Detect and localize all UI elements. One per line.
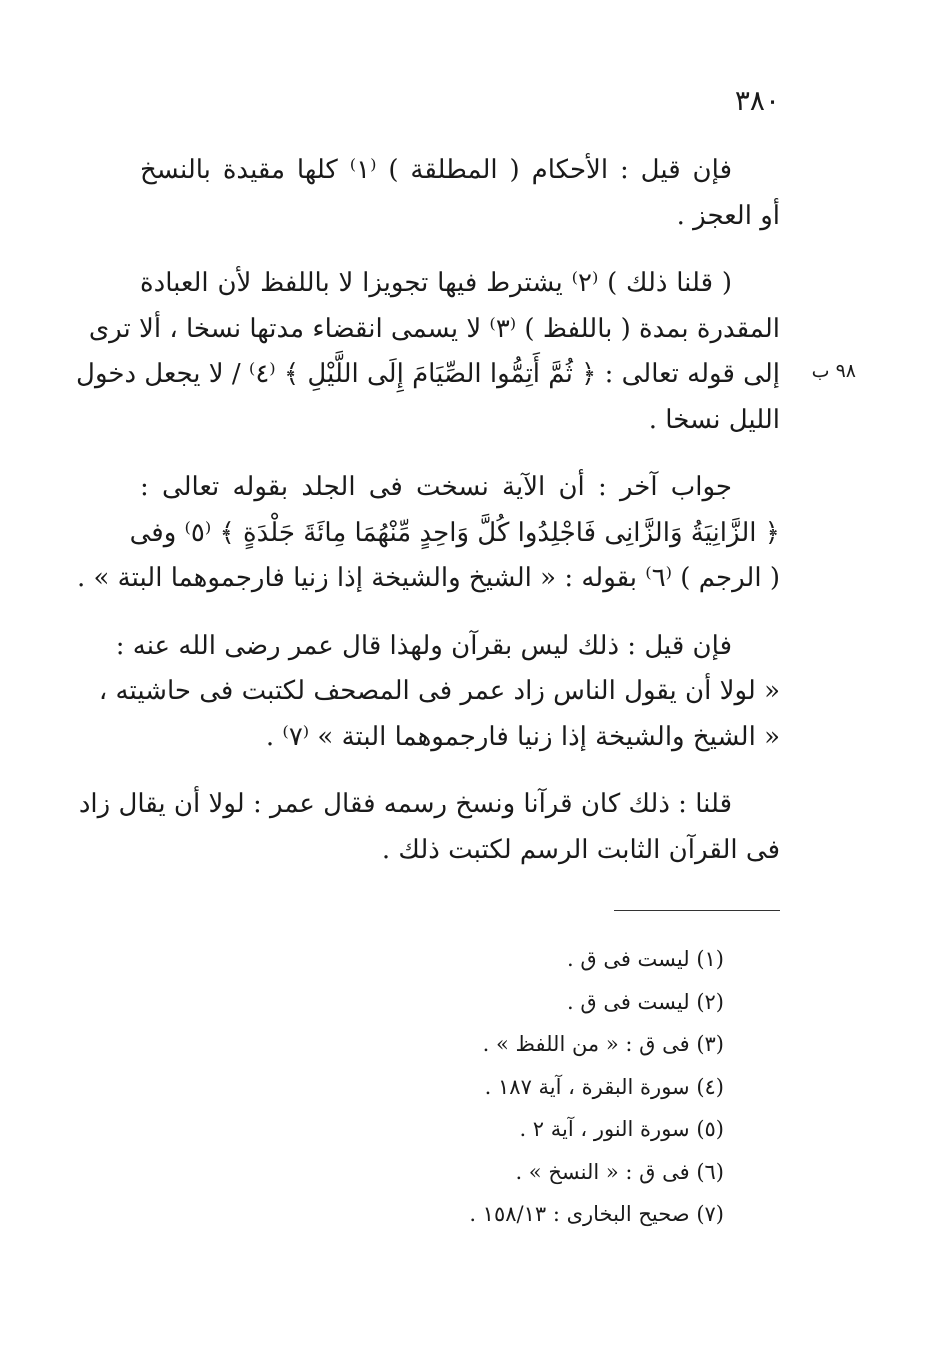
- text-line: ( قلنا ذلك ) ⁽٢⁾ يشترط فيها تجويزا لا باللفظ لأن العبادة: [140, 268, 732, 298]
- text-line: فإن قيل : الأحكام ( المطلقة ) ⁽١⁾ كلها مقيدة بالنسخ: [140, 155, 732, 185]
- footnote-3: (٣) فى ق : « من اللفظ » .: [482, 1032, 724, 1056]
- footnote-2: (٢) ليست فى ق .: [567, 989, 724, 1014]
- margin-folio-note: ٩٨ ب: [811, 360, 856, 382]
- footnote-1: (١) ليست فى ق .: [567, 947, 724, 971]
- text-line: الليل نسخا .: [648, 404, 780, 435]
- text-line: فى القرآن الثابت الرسم لكتبت ذلك .: [381, 834, 780, 865]
- text-line: أو العجز .: [676, 200, 780, 231]
- text-line: « لولا أن يقول الناس زاد عمر فى المصحف لكتبت فى حاشيته ،: [98, 676, 780, 706]
- paragraph-4: [98, 624, 780, 761]
- footnote-7: (٧) صحيح البخارى : ١٥٨/١٣ .: [469, 1202, 724, 1226]
- paragraph-3: [76, 465, 780, 602]
- footnote-divider: [614, 910, 780, 911]
- paragraph-2: [76, 261, 780, 443]
- footnote-4: (٤) سورة البقرة ، آية ١٨٧ .: [484, 1074, 724, 1099]
- footnotes: [300, 938, 724, 1236]
- paragraph-1: [140, 148, 780, 239]
- main-text: [76, 148, 780, 895]
- text-line: المقدرة بمدة ( باللفظ ) ⁽٣⁾ لا يسمى انقضاء مدتها نسخا ، ألا ترى: [88, 313, 780, 344]
- text-line: فإن قيل : ذلك ليس بقرآن ولهذا قال عمر رضى الله عنه :: [115, 630, 732, 661]
- text-line: ﴿ الزَّانِيَةُ وَالزَّانِى فَاجْلِدُوا كُلَّ وَاحِدٍ مِّنْهُمَا مِائَةَ جَلْدَةٍ ﴾ ⁽٥⁾ وفى: [129, 517, 780, 548]
- text-line: ( الرجم ) ⁽٦⁾ بقوله : « الشيخ والشيخة إذا زنيا فارجموهما البتة » .: [76, 563, 780, 593]
- footnote-5: (٥) سورة النور ، آية ٢ .: [519, 1117, 724, 1141]
- text-line: إلى قوله تعالى : ﴿ ثُمَّ أَتِمُّوا الصِّيَامَ إِلَى اللَّيْلِ ﴾ ⁽٤⁾ / لا يجعل دخول: [76, 359, 780, 389]
- text-line: قلنا : ذلك كان قرآنا ونسخ رسمه فقال عمر : لولا أن يقال زاد: [78, 789, 732, 819]
- text-line: « الشيخ والشيخة إذا زنيا فارجموهما البتة » ⁽٧⁾ .: [265, 721, 780, 752]
- paragraph-5: [78, 782, 780, 873]
- text-line: جواب آخر : أن الآية نسخت فى الجلد بقوله تعالى :: [140, 472, 732, 502]
- page-number: ٣٨٠: [734, 84, 780, 117]
- footnote-6: (٦) فى ق : « النسخ » .: [515, 1159, 724, 1184]
